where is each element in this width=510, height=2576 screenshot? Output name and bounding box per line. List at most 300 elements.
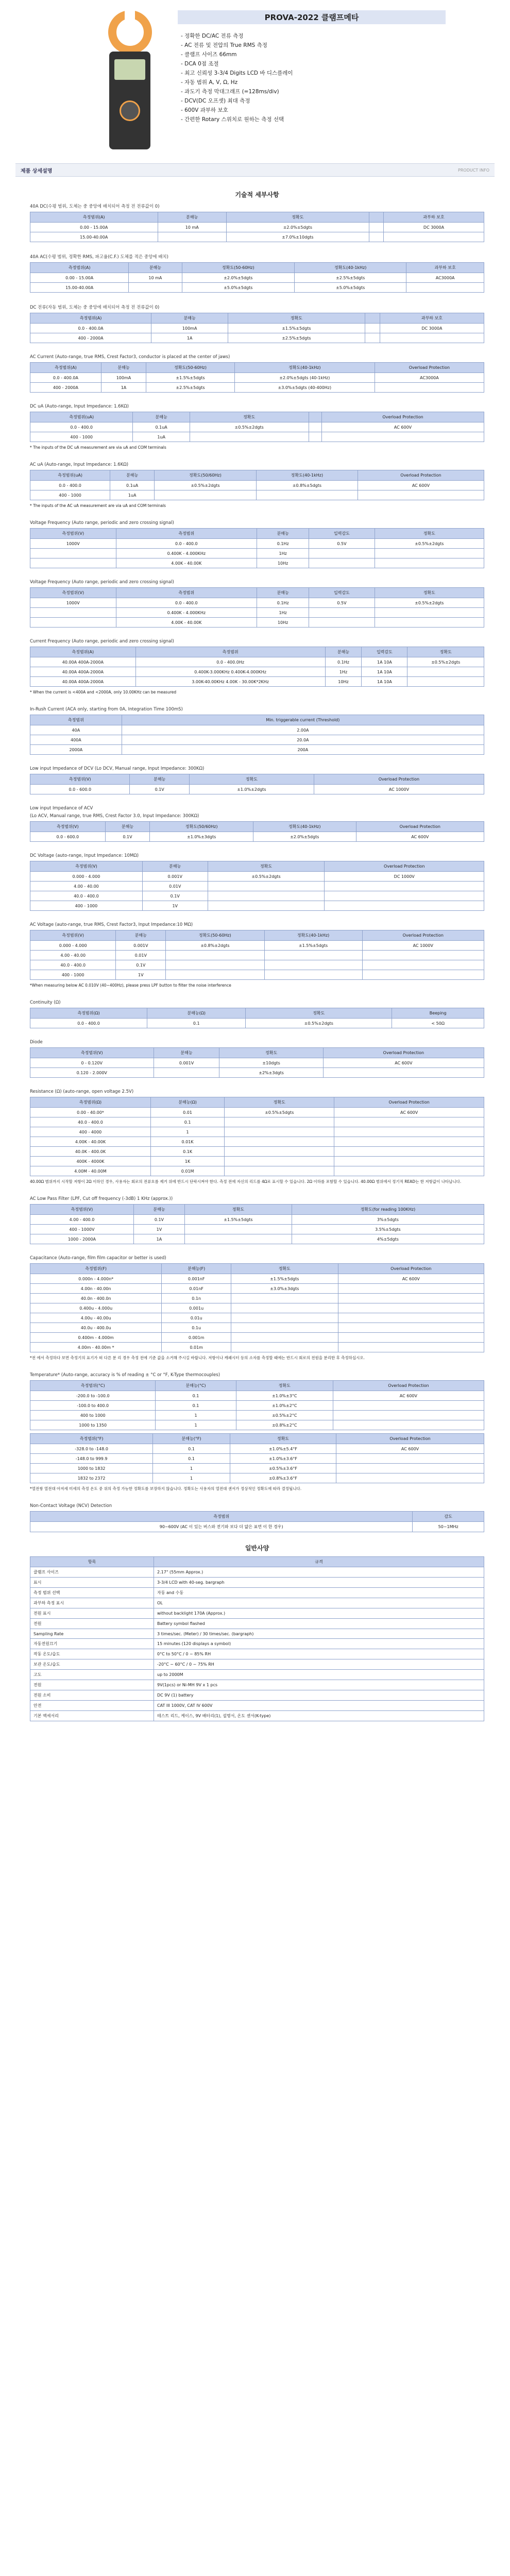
table-header-cell: 과부하 보호 [380,313,484,324]
table-cell: 1A [101,383,146,393]
spec-table [30,1511,484,1532]
table-header-cell: 정확도 [227,212,369,223]
spec-block [30,580,484,628]
table-header-cell: Overload Protection [375,363,484,373]
table-cell: AC 600V [336,1444,484,1454]
table-row [30,383,484,393]
table-row [30,1303,484,1313]
table-row [30,872,484,882]
table-cell [369,232,383,242]
table-cell [309,422,322,432]
table-cell: 테스트 리드, 케이스, 9V 배터리(1), 설명서, 온도 센서(K-type) [154,1711,484,1721]
table-cell: -20°C ~ 60°C / 0 ~ 75% RH [154,1659,484,1670]
table-cell [338,1333,484,1343]
table-cell: AC 1000V [362,941,484,951]
table-cell: 0 - 0.120V [30,1058,154,1068]
spec-caption: AC Current (Auto-range, true RMS, Crest Factor3, conductor is placed at the center of jaws) [30,354,230,360]
table-cell: 과부하 측정 표시 [30,1598,154,1608]
table-cell: DC 9V (1) battery [154,1690,484,1701]
table-header-cell: 정확도 [185,1205,292,1215]
table-cell: ±2.0%±5dgts [182,273,295,283]
table-cell: 0.1 [156,1391,236,1401]
table-header-cell: 분해능 [325,647,362,657]
lcd-display [114,59,145,80]
table-header-cell: 정확도(for reading 100KHz) [292,1205,484,1215]
table-header-cell: 측정범위(°C) [30,1381,156,1391]
table-cell: 10Hz [257,558,309,568]
table-cell [325,882,484,891]
table-cell: ±7.0%±10dgts [227,232,369,242]
table-cell [365,333,380,343]
table-header-cell: 분해능 [133,1205,184,1215]
table-cell: AC 600V [333,1391,484,1401]
table-row [30,891,484,901]
table-cell: ±0.8%±5dgts [256,481,358,490]
table-cell: 0.0 - 600.0 [30,832,106,842]
table-row [30,1619,484,1629]
table-header-cell: 정확도 [228,313,365,324]
table-row [30,1522,484,1532]
table-cell: 0.1 [153,1454,230,1464]
table-cell: -100.0 to 400.0 [30,1401,156,1411]
table-cell [30,558,116,568]
table-cell [256,490,358,500]
table-row [30,1464,484,1473]
table-row [30,1454,484,1464]
table-cell [231,1333,338,1343]
feature-item: - DCA 0점 조절 [181,61,219,67]
table-header-cell: 분해능 [116,930,166,941]
table-cell [406,283,484,293]
table-cell [231,1303,338,1313]
table-cell [334,1127,484,1137]
table-row [30,1411,484,1420]
table-row [30,1701,484,1711]
table-row [30,735,484,745]
table-header-cell: 정확도 [208,861,325,872]
table-cell: 0.0 - 400.0 [30,1019,147,1028]
table-row [30,1137,484,1147]
spec-block [30,1040,484,1078]
table-row [30,558,484,568]
table-cell: 0.01V [142,882,208,891]
table-cell: 0.1Hz [325,657,362,667]
table-row [30,1333,484,1343]
table-cell: 자동 and 수동 [154,1588,484,1598]
table-cell: 1V [142,901,208,911]
spec-caption: Capacitance (Auto-range, film film capacitor or better is used) [30,1256,166,1261]
table-cell [333,1420,484,1430]
table-cell: without backlight 170A (Approx.) [154,1608,484,1619]
table-row [30,273,484,283]
table-cell: 0.1Hz [257,598,309,608]
table-cell: 0.400K - 4.000KHz [116,608,257,618]
table-cell: 0.1uA [110,481,155,490]
spec-table [30,1204,484,1244]
table-cell: ±2.5%±5dgts [295,273,406,283]
table-cell [375,383,484,393]
spec-block [30,922,484,989]
feature-item: - 간편한 Rotary 스위치로 원하는 측정 선택 [181,116,284,123]
table-row [30,223,484,232]
table-row [30,1578,484,1588]
table-cell: 1000 to 1832 [30,1464,153,1473]
table-row [30,1157,484,1166]
table-cell [338,1303,484,1313]
table-cell: 1A [133,1234,184,1244]
spec-table [30,861,484,911]
table-cell [129,283,182,293]
table-header-cell: 입력감도 [309,588,375,598]
spec-caption: Current Frequency (Auto range, periodic and zero crossing signal) [30,639,174,644]
table-header-cell: 정확도 [375,588,484,598]
spec-block [30,404,484,451]
table-row [30,481,484,490]
table-row [30,1068,484,1078]
table-header-cell: 정확도(40-1kHz) [234,363,375,373]
table-cell: ±1.5%±5dgts [228,324,365,333]
table-cell: 40A [30,725,122,735]
spec-table [30,1263,484,1352]
spec-caption: Low input Impedance of DCV (Lo DCV, Manual range, Input Impedance: 300KΩ) [30,766,205,771]
table-row [30,960,484,970]
table-header-cell: 과부하 보호 [406,263,484,273]
table-cell: 3.5%±5dgts [292,1225,484,1234]
clamp-meter-image [103,10,157,155]
table-header-cell: Min. triggerable current (Threshold) [122,715,484,725]
table-cell: 4.00K - 40.00K [30,1137,151,1147]
table-header-cell: 입력감도 [362,647,407,657]
spec-table [30,313,484,343]
table-cell: 0.1uA [133,422,190,432]
table-row [30,832,484,842]
table-cell: 4.00m - 40.00m * [30,1343,162,1352]
table-header-cell: 측정범위(V) [30,861,143,872]
table-row [30,1108,484,1117]
table-cell: 측정 범위 선택 [30,1588,154,1598]
table-cell [407,677,484,687]
spec-table [30,470,484,500]
spec-note: * When the current is <400A and <2000A, only 10.00KHz can be measured [30,690,177,694]
table-row [30,1690,484,1701]
table-cell: 4.00 - 400.0 [30,1215,134,1225]
table-row [30,1598,484,1608]
table-cell: 0.1V [116,960,166,970]
table-cell [334,1147,484,1157]
table-header-cell: 분해능 [101,363,146,373]
table-header-cell: 정확도 [231,1264,338,1274]
spec-caption: Resistance (Ω) (auto-range, open voltage 2.5V) [30,1089,134,1094]
table-cell [231,1343,338,1352]
table-cell: 40.00A 400A-2000A [30,677,136,687]
table-cell [264,970,362,980]
table-cell: 0.1V [133,1215,184,1225]
table-row [30,1608,484,1619]
table-row [30,1294,484,1303]
table-cell: 0.0 - 400.0Hz [135,657,325,667]
spec-content [0,177,510,1721]
table-cell: 400 - 2000A [30,383,101,393]
general-table [30,1556,484,1721]
table-header-cell: 분해능(Ω) [150,1097,224,1108]
table-cell [369,223,383,232]
table-cell: 1000V [30,598,116,608]
table-cell: 보관 온도/습도 [30,1659,154,1670]
table-row [30,490,484,500]
table-row [30,324,484,333]
table-cell [190,432,309,442]
table-cell [231,1294,338,1303]
table-cell [155,490,257,500]
feature-item: - 정확한 DC/AC 전류 측정 [181,33,244,39]
table-cell: 0.01m [162,1343,231,1352]
spec-caption: (Lo ACV, Manual range, true RMS, Crest Factor 3.0, Input Impedance: 300KΩ) [30,814,199,819]
feature-item: - 클램프 사이즈 66mm [181,52,237,58]
table-row [30,333,484,343]
table-cell: 40.0u - 400.0u [30,1323,162,1333]
table-cell: 작동 온도/습도 [30,1649,154,1659]
table-cell: 1Hz [257,608,309,618]
table-row [30,1649,484,1659]
table-cell [322,432,484,442]
table-header-cell: 정확도(50-60Hz) [166,930,264,941]
table-cell: 0.400m - 4.000m [30,1333,162,1343]
spec-table [30,212,484,242]
table-cell: 0.01M [150,1166,224,1176]
table-cell: DC 3000A [383,223,484,232]
general-spec [30,1544,484,1721]
table-cell: ±1.0%±2°C [236,1401,333,1411]
table-cell: AC 600V [322,422,484,432]
table-cell: ±0.5%±2dgts [190,422,309,432]
table-cell: 15.00-40.00A [30,232,158,242]
table-cell: 0.1 [150,1117,224,1127]
table-cell: 0.1u [162,1323,231,1333]
table-cell: 1A 10A [362,657,407,667]
table-header-cell: 측정범위(V) [30,822,106,832]
table-cell: 0.400u - 4.000u [30,1303,162,1313]
table-cell [208,882,325,891]
table-header-cell: 측정범위(uA) [30,412,133,422]
table-header-cell: 측정범위(V) [30,774,130,785]
table-cell [225,1147,334,1157]
table-header-cell: 항목 [30,1557,154,1567]
table-cell [375,549,484,558]
table-cell: 100mA [151,324,228,333]
table-cell: -148.0 to 999.9 [30,1454,153,1464]
table-cell: 40.0 - 400.0 [30,891,143,901]
table-row [30,1234,484,1244]
table-row [30,785,484,794]
table-cell: 3%±5dgts [292,1215,484,1225]
feature-item: - 600V 과부하 보호 [181,107,228,113]
table-header-cell: 측정범위(uA) [30,470,110,481]
table-header-cell: 측정범위(°F) [30,1434,153,1444]
spec-note: *When measuring below AC 0.010V (40~400Hz), please press LPF button to filter the noise interference [30,983,231,988]
table-header-cell: 측정범위 [30,1512,413,1522]
table-cell: 고도 [30,1670,154,1680]
table-row [30,901,484,911]
table-header-cell: 입력감도 [309,529,375,539]
table-cell: ±0.5%±2dgts [407,657,484,667]
table-cell: 40.0K - 400.0K [30,1147,151,1157]
table-cell: 3-3/4 LCD with 40-seg. bargraph [154,1578,484,1588]
table-header-cell: 분해능 [257,529,309,539]
spec-caption: Low input Impedance of ACV [30,806,93,811]
table-cell [323,1068,484,1078]
table-row [30,725,484,735]
table-cell: 0.001V [116,941,166,951]
table-cell [407,667,484,677]
table-cell: < 50Ω [392,1019,484,1028]
table-cell: 40.00A 400A-2000A [30,657,136,667]
table-header-cell: 측정범위(V) [30,588,116,598]
table-header-cell: 정확도(50/60Hz) [150,822,253,832]
table-cell: 0°C to 50°C / 0 ~ 85% RH [154,1649,484,1659]
table-cell [185,1234,292,1244]
rotary-dial [120,100,140,121]
table-header-cell: 감도 [413,1512,484,1522]
table-cell: 4.00M - 40.00M [30,1166,151,1176]
table-cell: 0.1V [130,785,189,794]
table-row [30,1215,484,1225]
table-cell: 400 - 1000 [30,432,133,442]
table-cell [334,1117,484,1127]
table-cell [225,1166,334,1176]
feature-item: - DCV(DC 오프셋) 최대 측정 [181,98,250,104]
table-row [30,1391,484,1401]
spec-block [30,203,484,242]
table-cell: 40.0 - 400.0 [30,1117,151,1127]
table-cell: 15 minutes (120 displays a symbol) [154,1639,484,1649]
spec-caption: DC 전류(자동 범위, 도체는 중 중앙에 배치되어 측정 전 전류값이 0) [30,305,160,310]
table-cell: AC 600V [358,481,484,490]
table-cell: 400 - 1000V [30,1225,134,1234]
table-cell: ±1.0%±2dgts [189,785,314,794]
table-header-cell: 정확도 [375,529,484,539]
table-header-cell: 측정범위 [116,588,257,598]
table-cell: AC 600V [356,832,484,842]
table-cell [264,960,362,970]
table-row [30,677,484,687]
table-cell [158,232,227,242]
table-cell: 1Hz [325,667,362,677]
feature-item: - 자동 범위 A, V, Ω, Hz [181,79,238,86]
table-cell: ±0.8%±3.6°F [230,1473,336,1483]
table-header-cell: Overload Protection [336,1434,484,1444]
table-cell: 1A 10A [362,677,407,687]
table-cell: 1K [150,1157,224,1166]
table-row [30,970,484,980]
table-cell [333,1411,484,1420]
table-header-cell: 측정범위 [116,529,257,539]
table-cell: AC 600V [323,1058,484,1068]
table-cell: 50~1MHz [413,1522,484,1532]
table-cell [30,608,116,618]
table-cell [375,618,484,628]
table-cell: ±0.8%±2dgts [166,941,264,951]
table-cell: DC 1000V [325,872,484,882]
table-cell: 0.1K [150,1147,224,1157]
table-cell [362,951,484,960]
table-cell: ±2.0%±5dgts [253,832,356,842]
table-cell [338,1343,484,1352]
table-header-cell: 규격 [154,1557,484,1567]
table-cell: ±0.5%±2dgts [246,1019,392,1028]
table-header-cell: Overload Protection [356,822,484,832]
table-cell: 0.001m [162,1333,231,1343]
table-header-cell: 분해능 [151,313,228,324]
table-cell: 전원 [30,1619,154,1629]
feature-item: - 최고 신뢰성 3-3/4 Digits LCD 바 디스플레이 [181,70,293,76]
table-cell [309,549,375,558]
table-cell: 1000 - 2000A [30,1234,134,1244]
table-row [30,1639,484,1649]
table-cell: AC 600V [334,1108,484,1117]
table-cell: 10Hz [257,618,309,628]
spec-table [30,930,484,980]
table-row [30,1401,484,1411]
spec-caption: 40A AC(수평 범위, 정확한 RMS, 파고율(C.F.) 도체를 적은 중앙에 배치) [30,255,168,260]
table-row [30,1680,484,1690]
table-row [30,232,484,242]
table-row [30,1444,484,1454]
table-header-cell: Overload Protection [333,1381,484,1391]
spec-note: 40.00Ω 범위까지 시작할 저항이 2Ω 이하인 경우, 사용자는 회로의 전류흐름 제거 위에 반드시 단락시켜야 한다. 측정 전에 자신의 리드를 4Ω로 표시할 수 있습니다. 2Ω 이하를 포함할 수 있습니다. 40.00Ω 범위에서 정기적 READ는 한 저항값이 나타납니다. [30,1179,462,1184]
table-cell [375,608,484,618]
table-cell: ±0.5%±2dgts [375,598,484,608]
table-row [30,1225,484,1234]
table-cell: 0.1V [142,891,208,901]
main-title: 기술적 세부사항 [235,191,279,198]
table-cell [231,1323,338,1333]
table-cell: 2000A [30,745,122,755]
table-header-cell: Overload Protection [334,1097,484,1108]
table-cell: 400 - 2000A [30,333,151,343]
table-cell: 400 - 1000 [30,490,110,500]
spec-caption: In-Rush Current (ACA only, starting from 0A, Integration Time 100mS) [30,707,183,712]
table-cell: 0.000 - 4.000 [30,941,116,951]
table-cell: 0.01nF [162,1284,231,1294]
spec-caption: AC Voltage (auto-range, true RMS, Crest Factor3, Input Impedance:10 MΩ) [30,922,193,927]
table-cell: up to 2000M [154,1670,484,1680]
spec-caption: Diode [30,1040,43,1045]
table-cell [380,333,484,343]
table-row [30,283,484,293]
table-header-cell: 측정범위(Ω) [30,1097,151,1108]
table-cell: 9V(1pcs) or Ni-MH 9V x 1 pcs [154,1680,484,1690]
table-header-cell: 정확도 [230,1434,336,1444]
table-header-cell: 정확도 [219,1048,323,1058]
table-cell: CAT III 1000V, CAT IV 600V [154,1701,484,1711]
table-row [30,549,484,558]
table-cell: 1V [133,1225,184,1234]
table-header-cell: Beeping [392,1008,484,1019]
table-cell: 10 mA [129,273,182,283]
table-cell [309,608,375,618]
spec-caption: Voltage Frequency (Auto range, periodic and zero crossing signal) [30,580,174,585]
table-cell [336,1454,484,1464]
table-cell [358,490,484,500]
table-cell [208,901,325,911]
table-header-cell: 분해능 [154,1048,219,1058]
table-cell: 0.01 [150,1108,224,1117]
feature-item: - AC 전류 및 전압의 True RMS 측정 [181,42,267,48]
table-cell: 전원 소비 [30,1690,154,1701]
table-row [30,882,484,891]
table-cell [166,960,264,970]
spec-caption: DC Voltage (auto-range, Input Impedance: 10MΩ) [30,853,139,858]
